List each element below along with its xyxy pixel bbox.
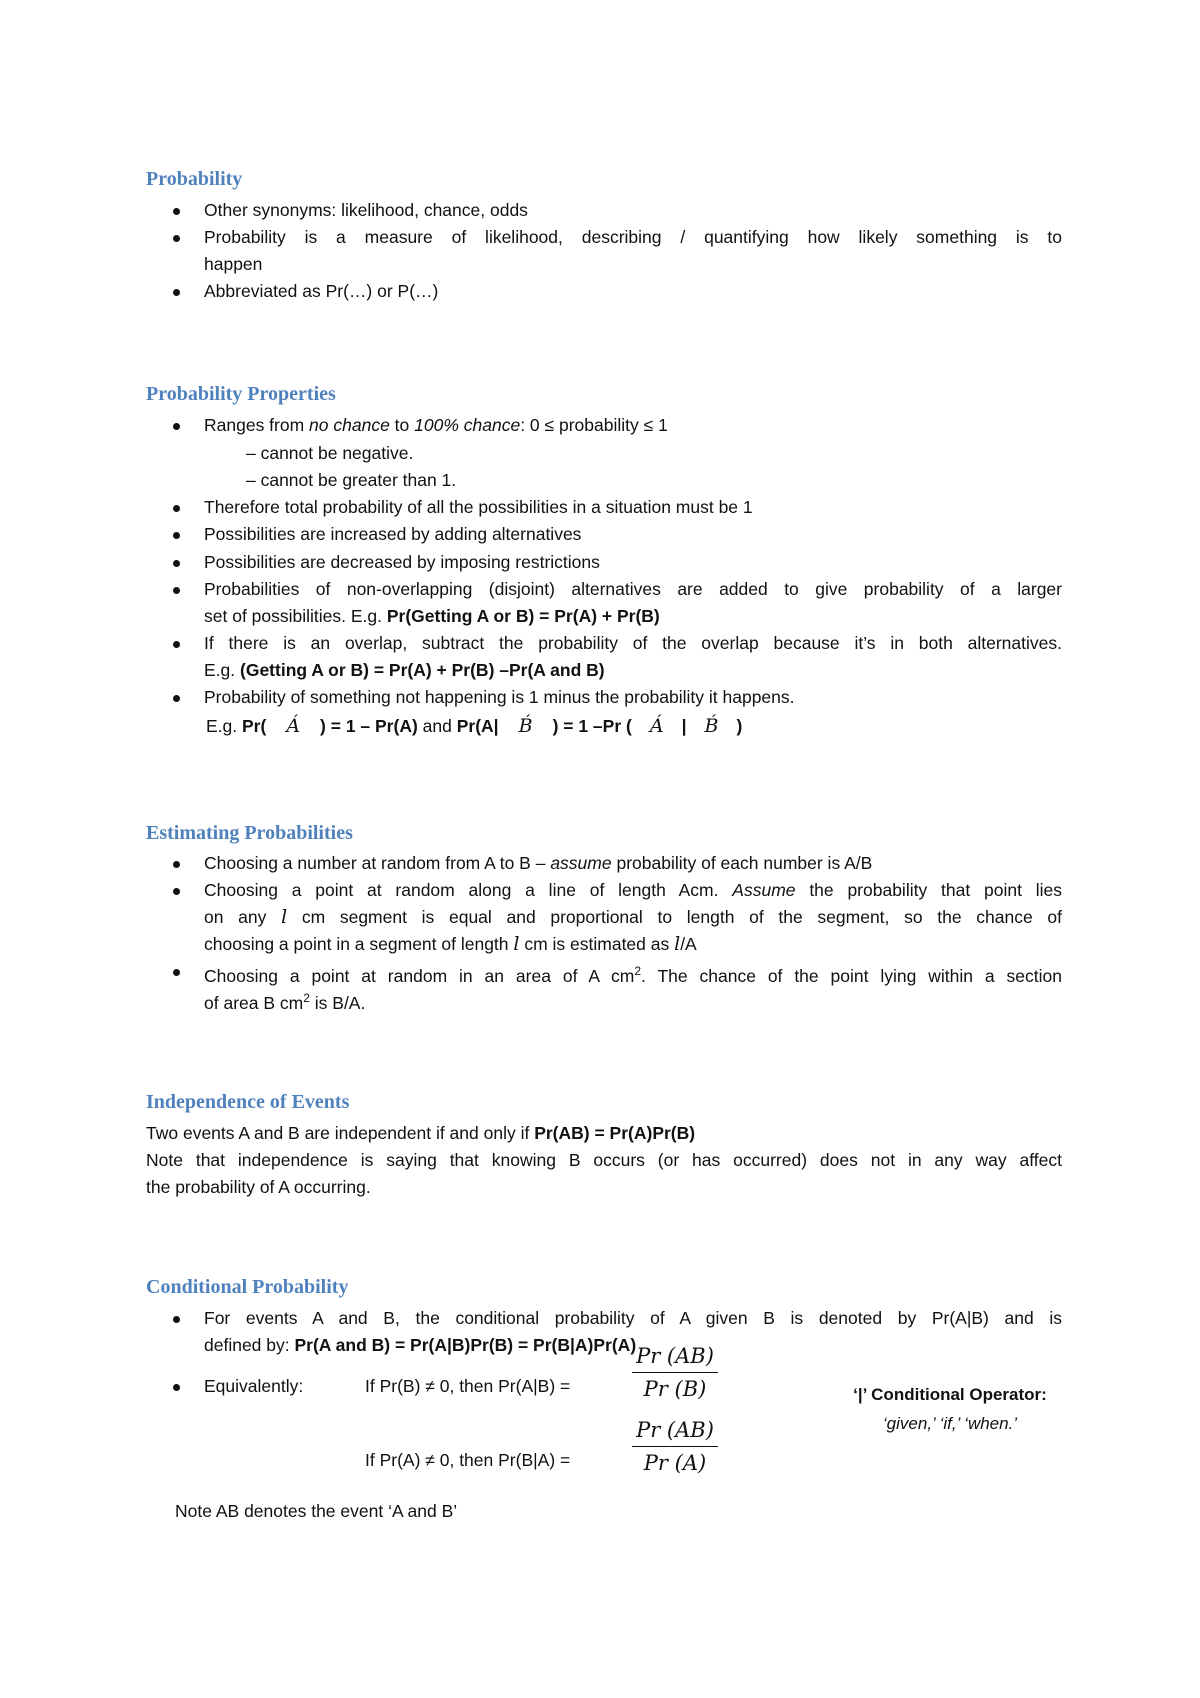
bullet-icon bbox=[173, 560, 180, 567]
list-item-continued: on any l cm segment is equal and proportional to length of the segment, so the chance of bbox=[204, 906, 1062, 928]
list-item-continued: defined by: Pr(A and B) = Pr(A|B)Pr(B) = Pr(B|A)Pr(A) bbox=[204, 1335, 637, 1355]
list-item-continued: set of possibilities. E.g. Pr(Getting A or B) = Pr(A) + Pr(B) bbox=[204, 606, 660, 626]
bullet-icon bbox=[173, 587, 180, 594]
section-title-properties: Probability Properties bbox=[146, 383, 336, 405]
list-item: Choosing a point at random in an area of A $cm^2$. The chance of the point lying within a section bbox=[204, 964, 1062, 986]
list-item: Possibilities are increased by adding alternatives bbox=[204, 524, 582, 544]
paragraph: Two events A and B are independent if and only if Pr(AB) = Pr(A)Pr(B) bbox=[146, 1123, 696, 1143]
list-item-continued: of area B $cm^2$ is B/A. bbox=[204, 991, 366, 1013]
section-title-probability: Probability bbox=[146, 168, 243, 190]
list-item: Choosing a number at random from A to B – assume probability of each number is A/B bbox=[204, 853, 873, 873]
bullet-icon bbox=[173, 423, 180, 430]
sub-item: – cannot be greater than 1. bbox=[246, 470, 457, 490]
side-note-words: ‘given,’ ‘if,’ ‘when.’ bbox=[882, 1414, 1018, 1433]
bullet-icon bbox=[173, 969, 180, 976]
fraction-a-given-b: $\frac{Pr (AB)}{Pr (B)}$ bbox=[632, 1342, 718, 1404]
bullet-icon bbox=[173, 861, 180, 868]
list-item: For events A and B, the conditional probability of A given B is denoted by Pr(A|B) and is bbox=[204, 1308, 1062, 1328]
bullet-icon bbox=[173, 641, 180, 648]
list-item-continued: E.g. Pr( Á ) = 1 – Pr(A) and Pr(A| B́ ) = 1 –Pr ( Á | B́ ) bbox=[206, 715, 743, 737]
section-title-estimating: Estimating Probabilities bbox=[146, 822, 353, 844]
bullet-icon bbox=[173, 1384, 180, 1391]
bullet-icon bbox=[173, 695, 180, 702]
list-item: Other synonyms: likelihood, chance, odds bbox=[204, 200, 528, 220]
sub-item: – cannot be negative. bbox=[246, 443, 414, 463]
list-item: Possibilities are decreased by imposing restrictions bbox=[204, 552, 600, 572]
list-item-continued: E.g. (Getting A or B) = Pr(A) + Pr(B) –Pr(A and B) bbox=[204, 660, 605, 680]
paragraph-continued: the probability of A occurring. bbox=[146, 1177, 371, 1197]
section-title-independence: Independence of Events bbox=[146, 1091, 350, 1113]
side-note-title: ‘|’ Conditional Operator: bbox=[853, 1385, 1047, 1404]
bullet-icon bbox=[173, 289, 180, 296]
section-title-conditional: Conditional Probability bbox=[146, 1276, 349, 1298]
bullet-icon bbox=[173, 1316, 180, 1323]
bullet-icon bbox=[173, 505, 180, 512]
list-item-continued: happen bbox=[204, 254, 263, 274]
list-item: If there is an overlap, subtract the probability of the overlap because it’s in both alternatives. bbox=[204, 633, 1062, 653]
bullet-icon bbox=[173, 888, 180, 895]
list-item: Probability is a measure of likelihood, describing / quantifying how likely something is to bbox=[204, 227, 1062, 247]
bullet-icon bbox=[173, 235, 180, 242]
list-item: Ranges from no chance to 100% chance: 0 ≤ probability ≤ 1 bbox=[204, 415, 668, 435]
list-item: Probability of something not happening is 1 minus the probability it happens. bbox=[204, 687, 795, 707]
bullet-icon bbox=[173, 208, 180, 215]
equation-label: If Pr(B) ≠ 0, then Pr(A|B) = bbox=[365, 1376, 571, 1396]
list-item-continued: choosing a point in a segment of length l cm is estimated as l/A bbox=[204, 933, 697, 955]
list-item: Therefore total probability of all the possibilities in a situation must be 1 bbox=[204, 497, 753, 517]
list-item: Abbreviated as Pr(…) or P(…) bbox=[204, 281, 439, 301]
list-item: Equivalently: bbox=[204, 1376, 304, 1396]
equation-label: If Pr(A) ≠ 0, then Pr(B|A) = bbox=[365, 1450, 571, 1470]
bullet-icon bbox=[173, 532, 180, 539]
fraction-b-given-a: $\frac{Pr (AB)}{Pr (A)}$ bbox=[632, 1416, 718, 1478]
list-item: Probabilities of non-overlapping (disjoint) alternatives are added to give probability of a larger bbox=[204, 579, 1062, 599]
note: Note AB denotes the event ‘A and B’ bbox=[175, 1501, 458, 1521]
paragraph: Note that independence is saying that knowing B occurs (or has occurred) does not in any way affect bbox=[146, 1150, 1062, 1170]
list-item: Choosing a point at random along a line of length Acm. Assume the probability that point lies bbox=[204, 880, 1062, 900]
